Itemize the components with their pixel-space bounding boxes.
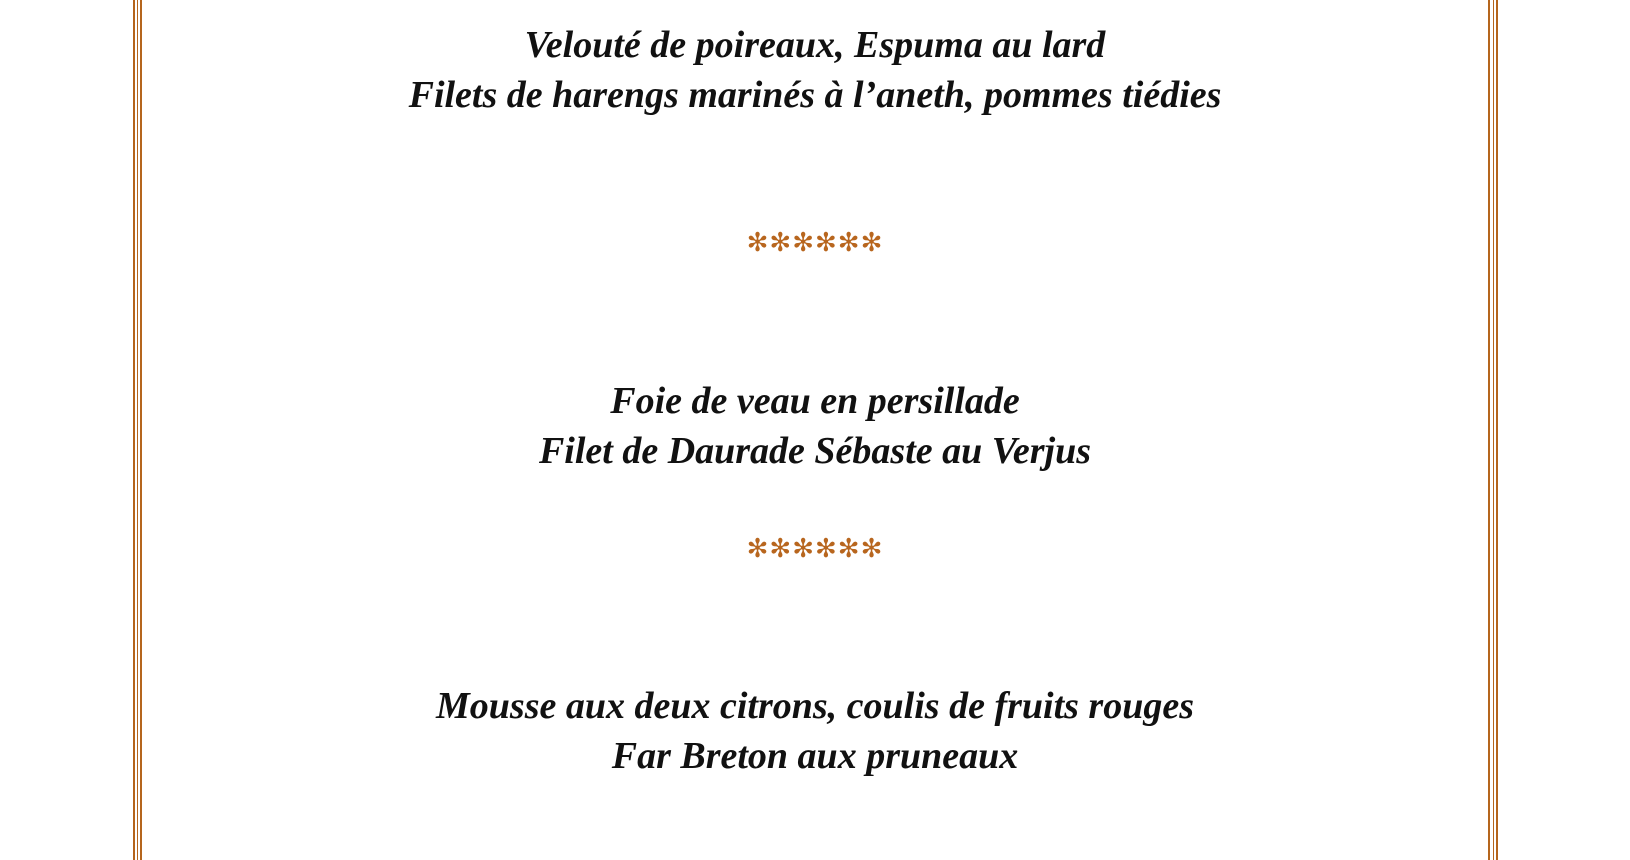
- starter-dish-2: Filets de harengs marinés à l’aneth, pommes tiédies: [408, 74, 1222, 116]
- dessert-1: Mousse aux deux citrons, coulis de fruits rouges: [435, 685, 1194, 727]
- starter-dish-1: Velouté de poireaux, Espuma au lard: [524, 24, 1106, 66]
- separator-stars-1: ✻✻✻✻✻✻: [746, 228, 884, 258]
- right-border-inner: [1488, 0, 1490, 860]
- dessert-2: Far Breton aux pruneaux: [611, 735, 1019, 777]
- separator-stars-2: ✻✻✻✻✻✻: [746, 534, 884, 564]
- main-dish-1: Foie de veau en persillade: [610, 380, 1020, 422]
- left-border-outer: [133, 0, 135, 860]
- right-border-outer: [1496, 0, 1498, 860]
- left-border-middle: [137, 0, 138, 860]
- right-border-middle: [1493, 0, 1494, 860]
- main-dish-2: Filet de Daurade Sébaste au Verjus: [538, 430, 1092, 472]
